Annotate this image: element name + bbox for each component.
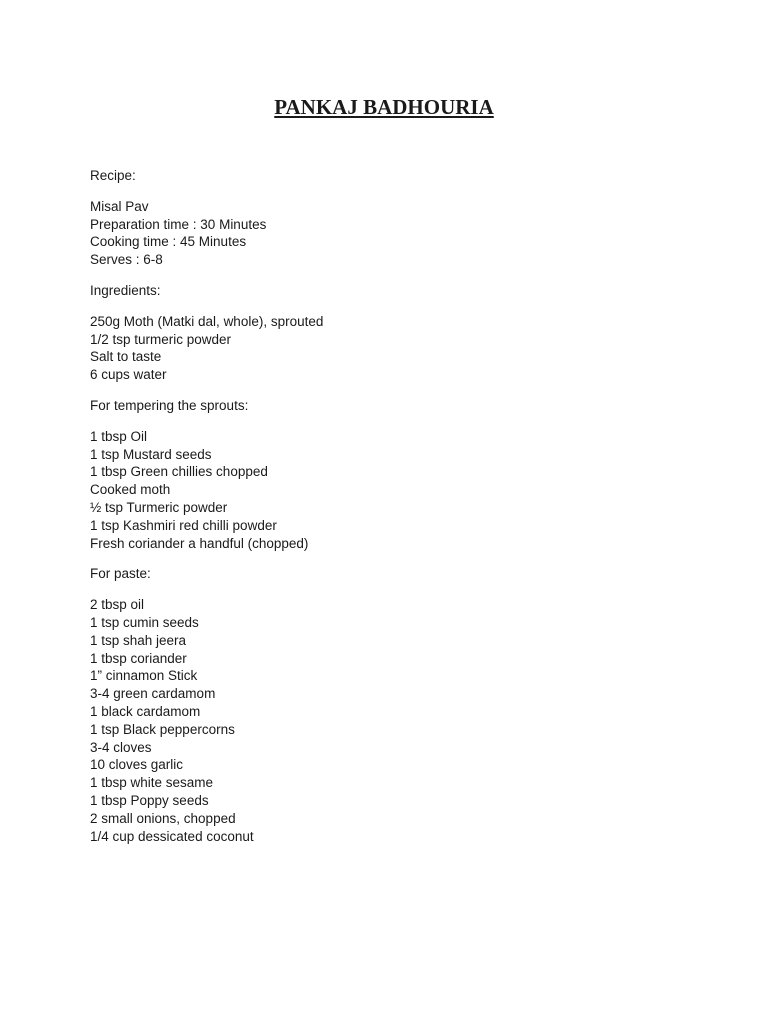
tempering-item: 1 tbsp Green chillies chopped [90,464,268,480]
ingredients-label: Ingredients: [90,282,161,298]
recipe-body [90,167,690,858]
paste-item: 2 small onions, chopped [90,810,236,826]
document-title: PANKAJ BADHOURIA [274,95,494,119]
tempering-item: 1 tbsp Oil [90,428,148,444]
paste-item: 3-4 cloves [90,739,152,755]
recipe-info-paragraph [90,198,690,269]
paste-item: 1” cinnamon Stick [90,668,198,684]
paste-item: 1/4 cup dessicated coconut [90,828,254,844]
recipe-name: Misal Pav [90,198,149,214]
ingredient-item: 250g Moth (Matki dal, whole), sprouted [90,313,324,329]
tempering-label: For tempering the sprouts: [90,397,249,413]
paste-item: 3-4 green cardamom [90,686,216,702]
preparation-time: Preparation time : 30 Minutes [90,216,267,232]
paste-item: 1 black cardamom [90,703,201,719]
ingredient-item: 1/2 tsp turmeric powder [90,331,232,347]
serves: Serves : 6-8 [90,252,163,268]
paste-item: 10 cloves garlic [90,757,184,773]
paste-item: 1 tsp shah jeera [90,632,187,648]
paste-list [90,596,690,845]
tempering-item: ½ tsp Turmeric powder [90,499,228,515]
ingredient-item: 6 cups water [90,367,167,383]
tempering-list [90,428,690,553]
paste-item: 2 tbsp oil [90,597,145,613]
tempering-label-paragraph [90,397,690,415]
tempering-item: Cooked moth [90,482,171,498]
tempering-item: 1 tsp Mustard seeds [90,446,212,462]
paste-item: 1 tsp Black peppercorns [90,721,235,737]
ingredients-label-paragraph [90,282,690,300]
paste-item: 1 tsp cumin seeds [90,614,199,630]
recipe-label-paragraph [90,167,690,185]
cooking-time: Cooking time : 45 Minutes [90,234,247,250]
paste-label-paragraph [90,565,690,583]
recipe-label: Recipe: [90,168,136,183]
tempering-item: 1 tsp Kashmiri red chilli powder [90,517,277,533]
tempering-item: Fresh coriander a handful (chopped) [90,535,309,551]
paste-item: 1 tbsp white sesame [90,775,214,791]
paste-item: 1 tbsp Poppy seeds [90,792,209,808]
paste-label: For paste: [90,566,151,582]
ingredient-item: Salt to taste [90,349,162,365]
ingredients-list [90,313,690,384]
paste-item: 1 tbsp coriander [90,650,187,666]
